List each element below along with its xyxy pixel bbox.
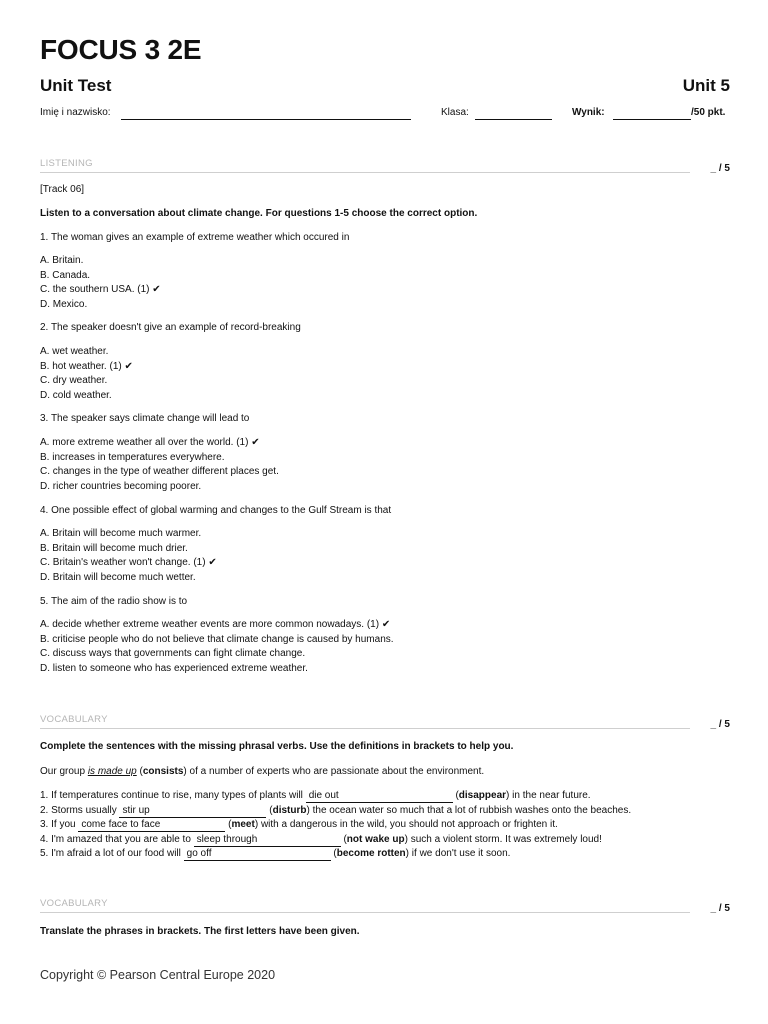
name-label: Imię i nazwisko:: [40, 107, 111, 118]
student-info-row: [40, 106, 730, 122]
answer-blank[interactable]: die out: [306, 790, 453, 803]
section-score: _ / 5: [710, 903, 730, 914]
section-title: LISTENING: [40, 158, 93, 169]
copyright-footer: Copyright © Pearson Central Europe 2020: [40, 968, 276, 982]
section-title: VOCABULARY: [40, 714, 108, 725]
question-stem: 2. The speaker doesn't give an example of record-breaking: [40, 322, 301, 333]
question-stem: 3. The speaker says climate change will lead to: [40, 413, 250, 424]
answer-option: A. wet weather.: [40, 346, 109, 357]
score-field[interactable]: [613, 106, 691, 120]
answer-blank[interactable]: stir up: [119, 805, 266, 818]
listening-section-header: [40, 158, 690, 173]
unit-label: Unit 5: [682, 76, 730, 95]
gap-fill-sentence: 1. If temperatures continue to rise, many types of plants will die out (disappear) in the near future.: [40, 790, 591, 801]
class-label: Klasa:: [441, 107, 469, 118]
answer-blank[interactable]: come face to face: [78, 819, 225, 832]
class-field[interactable]: [475, 106, 552, 120]
example-answer: is made up: [87, 766, 137, 777]
answer-option: D. cold weather.: [40, 389, 112, 401]
gap-fill-sentence: 5. I'm afraid a lot of our food will go off (become rotten) if we don't use it soon.: [40, 848, 511, 859]
hint-word: consists: [142, 766, 184, 777]
gap-fill-sentence: 2. Storms usually stir up (disturb) the ocean water so much that a lot of rubbish washes onto the beaches.: [40, 804, 632, 816]
answer-option: A. decide whether extreme weather events are more common nowadays. (1) ✔: [40, 619, 391, 630]
answer-blank[interactable]: go off: [184, 848, 331, 861]
task-instruction: Complete the sentences with the missing phrasal verbs. Use the definitions in brackets to help you.: [40, 741, 514, 752]
section-score: _ / 5: [710, 719, 730, 730]
answer-option: B. criticise people who do not believe that climate change is caused by humans.: [40, 633, 394, 645]
answer-option: A. Britain.: [40, 255, 84, 266]
example-sentence: Our group is made up (consists) of a number of experts who are passionate about the environment.: [40, 766, 485, 777]
answer-option: D. richer countries becoming poorer.: [40, 480, 202, 492]
task-instruction: Listen to a conversation about climate change. For questions 1-5 choose the correct option.: [40, 208, 478, 219]
answer-option: D. listen to someone who has experienced extreme weather.: [40, 662, 308, 674]
answer-blank[interactable]: sleep through: [194, 834, 341, 847]
section-score: _ / 5: [710, 163, 730, 174]
question-stem: 4. One possible effect of global warming and changes to the Gulf Stream is that: [40, 505, 392, 516]
answer-option: C. discuss ways that governments can fight climate change.: [40, 648, 306, 660]
vocabulary-section-header: [40, 714, 690, 729]
hint-word: disturb: [272, 804, 307, 816]
page-title: Unit Test: [40, 76, 112, 95]
answer-option: D. Britain will become much wetter.: [40, 571, 196, 583]
answer-option: C. Britain's weather won't change. (1) ✔: [40, 557, 217, 569]
answer-option: B. hot weather. (1) ✔: [40, 360, 133, 372]
answer-option: C. the southern USA. (1) ✔: [40, 284, 161, 296]
answer-option: A. Britain will become much warmer.: [40, 528, 202, 539]
answer-option: D. Mexico.: [40, 298, 88, 310]
brand-title: FOCUS 3 2E: [40, 34, 202, 65]
score-total: /50 pkt.: [691, 107, 726, 118]
hint-word: become rotten: [336, 848, 406, 859]
hint-word: disappear: [458, 790, 507, 801]
section-title: VOCABULARY: [40, 898, 108, 909]
track-label: [Track 06]: [40, 184, 85, 195]
vocabulary-section-header: [40, 898, 690, 913]
hint-word: not wake up: [346, 833, 405, 845]
name-field[interactable]: [121, 106, 411, 120]
gap-fill-sentence: 3. If you come face to face (meet) with a dangerous in the wild, you should not approach or frighten it.: [40, 819, 558, 830]
question-stem: 1. The woman gives an example of extreme weather which occured in: [40, 232, 350, 243]
answer-option: B. Canada.: [40, 269, 91, 281]
answer-option: C. changes in the type of weather different places get.: [40, 466, 279, 478]
gap-fill-sentence: 4. I'm amazed that you are able to sleep through (not wake up) such a violent storm. It was extremely loud!: [40, 833, 602, 845]
hint-word: meet: [231, 819, 255, 830]
question-stem: 5. The aim of the radio show is to: [40, 596, 188, 607]
answer-option: A. more extreme weather all over the world. (1) ✔: [40, 437, 260, 448]
task-instruction: Translate the phrases in brackets. The first letters have been given.: [40, 926, 360, 937]
answer-option: C. dry weather.: [40, 375, 108, 387]
answer-option: B. increases in temperatures everywhere.: [40, 451, 225, 463]
score-label: Wynik:: [572, 107, 605, 118]
answer-option: B. Britain will become much drier.: [40, 542, 188, 554]
